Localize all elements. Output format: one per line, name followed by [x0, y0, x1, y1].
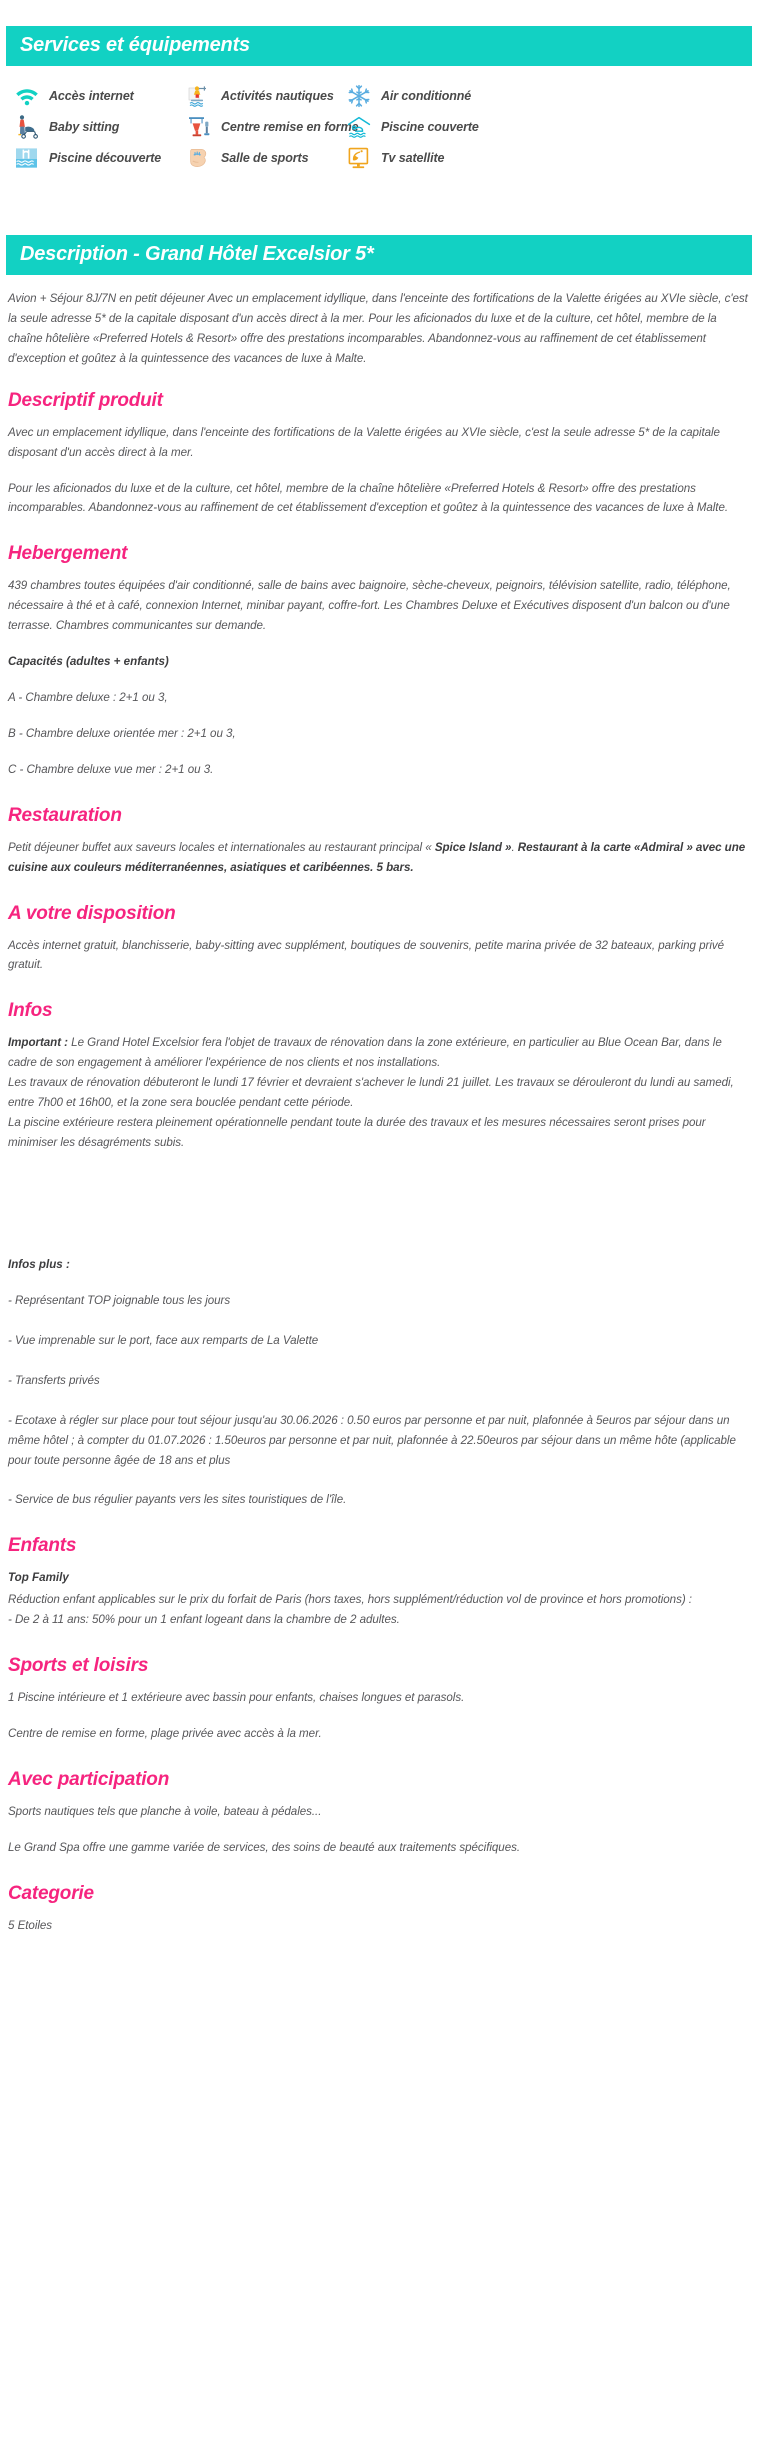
- service-item-piscine-couverte: [338, 111, 752, 142]
- infos-plus-label: Infos plus :: [8, 1257, 70, 1271]
- hebergement-capacite-c: C - Chambre deluxe vue mer : 2+1 ou 3.: [8, 762, 214, 776]
- heading-hebergement: Hebergement: [8, 543, 128, 565]
- service-item-activites-nautiques: [178, 80, 338, 111]
- outdoor-pool-icon: [14, 145, 40, 171]
- service-label: Tv satellite: [381, 150, 445, 165]
- infos-bullet-1: - Représentant TOP joignable tous les jours: [8, 1293, 231, 1307]
- descriptif-produit-paragraph-2: Pour les aficionados du luxe et de la culture, cet hôtel, membre de la chaîne hôtelière «Preferred Hotels & Resort» offre des prestations incomparables. Abandonnez-vous au raffinement de cet établissement d'exception et goûtez à la quintessence des vacances de luxe à Malte.: [8, 481, 729, 515]
- infos-plus-bullets: [8, 1291, 750, 1511]
- infos-important-label: Important :: [8, 1036, 68, 1050]
- service-item-salle-de-sports: [178, 142, 338, 173]
- service-item-baby-sitting: [6, 111, 178, 142]
- services-section: [0, 0, 758, 66]
- description-content: [0, 275, 758, 1971]
- infos-bullet-4: - Ecotaxe à régler sur place pour tout séjour jusqu'au 30.06.2026 : 0.50 euros par personne et par nuit, plafonnée à 5euros par séjour dans un même hôtel ; à compter du 01.07.2026 : 1.50euros par personne et par nuit, plafonnée à 22.50euros par séjour dans un même hôte (applicable pour toute personne âgée de 18 ans et plus: [8, 1413, 736, 1467]
- heading-avec-participation: Avec participation: [8, 1768, 170, 1790]
- service-label: Salle de sports: [221, 150, 309, 165]
- enfants-line-1: Réduction enfant applicables sur le prix du forfait de Paris (hors taxes, hors supplément/réduction vol de province et hors promotions) :: [8, 1593, 692, 1607]
- service-label: Centre remise en forme: [221, 119, 359, 134]
- heading-restauration: Restauration: [8, 804, 122, 826]
- infos-bullet-2: - Vue imprenable sur le port, face aux remparts de La Valette: [8, 1333, 319, 1347]
- sports-et-loisirs-paragraph-2: Centre de remise en forme, plage privée avec accès à la mer.: [8, 1726, 322, 1740]
- infos-line-3: La piscine extérieure restera pleinement opérationnelle pendant toute la durée des travaux et les mesures nécessaires seront prises pour minimiser les désagréments subis.: [8, 1116, 706, 1149]
- service-label: Baby sitting: [49, 119, 120, 134]
- service-label: Accès internet: [49, 88, 134, 103]
- hebergement-capacite-a: A - Chambre deluxe : 2+1 ou 3,: [8, 691, 168, 705]
- enfants-line-2: - De 2 à 11 ans: 50% pour un 1 enfant logeant dans la chambre de 2 adultes.: [8, 1613, 400, 1627]
- restauration-paragraph-1: [8, 838, 750, 878]
- service-item-acces-internet: [6, 80, 178, 111]
- service-label: Air conditionné: [381, 88, 472, 103]
- restauration-text-bold-1: Spice Island »: [434, 840, 512, 854]
- bottom-spacer: [8, 1951, 750, 1971]
- hebergement-paragraph-1: 439 chambres toutes équipées d'air conditionné, salle de bains avec baignoire, sèche-cheveux, peignoirs, télévision satellite, radio, téléphone, nécessaire à thé et à café, connexion Internet, minibar payant, coffre-fort. Les Chambres Deluxe et Exécutives disposent d'un balcon ou d'une terrasse. Chambres communicantes sur demande.: [8, 579, 731, 633]
- infos-important-paragraph: [8, 1033, 750, 1073]
- sports-et-loisirs-paragraph-1: 1 Piscine intérieure et 1 extérieure avec bassin pour enfants, chaises longues et parasols.: [8, 1690, 465, 1704]
- gym-equipment-icon: [186, 114, 212, 140]
- categorie-paragraph-1: 5 Etoiles: [8, 1918, 53, 1932]
- hebergement-capacites-label: Capacités (adultes + enfants): [8, 655, 169, 669]
- heading-categorie: Categorie: [8, 1882, 94, 1904]
- snowflake-icon: [346, 83, 372, 109]
- heading-enfants: Enfants: [8, 1535, 77, 1557]
- services-banner-title: Services et équipements: [6, 26, 752, 66]
- indoor-pool-icon: [346, 114, 372, 140]
- hebergement-capacite-b: B - Chambre deluxe orientée mer : 2+1 ou 3,: [8, 726, 236, 740]
- restauration-text-mid: .: [511, 840, 518, 854]
- infos-bullet-5: - Service de bus régulier payants vers les sites touristiques de l'île.: [8, 1493, 347, 1507]
- service-label: Piscine découverte: [49, 150, 162, 165]
- service-item-centre-remise-en-forme: [178, 111, 359, 142]
- infos-bullet-3: - Transferts privés: [8, 1373, 100, 1387]
- biceps-icon: [186, 145, 212, 171]
- heading-a-votre-disposition: A votre disposition: [8, 902, 176, 924]
- descriptif-produit-paragraph-1: Avec un emplacement idyllique, dans l'enceinte des fortifications de la Valette érigées au XVIe siècle, c'est la seule adresse 5* de la capitale disposant d'un accès direct à la mer.: [8, 425, 720, 459]
- avec-participation-paragraph-1: Sports nautiques tels que planche à voile, bateau à pédales...: [8, 1804, 322, 1818]
- stroller-icon: [14, 114, 40, 140]
- service-label: Piscine couverte: [381, 119, 479, 134]
- wifi-icon: [14, 83, 40, 109]
- description-banner-title: Description - Grand Hôtel Excelsior 5*: [6, 235, 752, 275]
- description-section: [0, 173, 758, 275]
- avec-participation-paragraph-2: Le Grand Spa offre une gamme variée de services, des soins de beauté aux traitements spécifiques.: [8, 1840, 521, 1854]
- heading-infos: Infos: [8, 1000, 53, 1022]
- infos-important-text: Le Grand Hotel Excelsior fera l'objet de travaux de rénovation dans la zone extérieure, en particulier au Blue Ocean Bar, dans le cadre de son engagement à améliorer l'expérience de nos clients et nos installations.: [8, 1036, 722, 1070]
- service-label: Activités nautiques: [221, 88, 334, 103]
- service-item-tv-satellite: [338, 142, 752, 173]
- services-grid-block: [0, 66, 758, 173]
- water-sports-icon: [186, 83, 212, 109]
- services-grid: [6, 80, 752, 173]
- restauration-text-normal: Petit déjeuner buffet aux saveurs locales et internationales au restaurant principal «: [8, 840, 435, 854]
- service-item-piscine-decouverte: [6, 142, 178, 173]
- heading-descriptif-produit: Descriptif produit: [8, 389, 163, 411]
- restauration-text-bold-2: Restaurant à la carte «Admiral » avec une cuisine aux couleurs méditerranéennes, asiatiques et caribéennes. 5 bars.: [8, 840, 746, 874]
- heading-sports-et-loisirs: Sports et loisirs: [8, 1655, 149, 1677]
- service-item-air-conditionne: [338, 80, 752, 111]
- infos-line-2: Les travaux de rénovation débuteront le lundi 17 février et devraient s'achever le lundi 21 juillet. Les travaux se dérouleront du lundi au samedi, entre 7h00 et 16h00, et la zone sera bouclée pendant cette période.: [8, 1076, 734, 1110]
- a-votre-disposition-paragraph-1: Accès internet gratuit, blanchisserie, baby-sitting avec supplément, boutiques de souvenirs, petite marina privée de 32 bateaux, parking privé gratuit.: [8, 938, 724, 972]
- infos-spacer: [8, 1169, 750, 1255]
- satellite-tv-icon: [346, 145, 372, 171]
- description-intro-paragraph: Avion + Séjour 8J/7N en petit déjeuner Avec un emplacement idyllique, dans l'enceinte des fortifications de la Valette érigées au XVIe siècle, c'est la seule adresse 5* de la capitale disposant d'un accès direct à la mer. Pour les aficionados du luxe et de la culture, cet hôtel, membre de la chaîne hôtelière «Preferred Hotels & Resort» offre des prestations incomparables. Abandonnez-vous au raffinement de cet établissement d'exception et goûtez à la quintessence des vacances de luxe à Malte.: [8, 292, 748, 365]
- enfants-top-family-label: Top Family: [8, 1571, 69, 1585]
